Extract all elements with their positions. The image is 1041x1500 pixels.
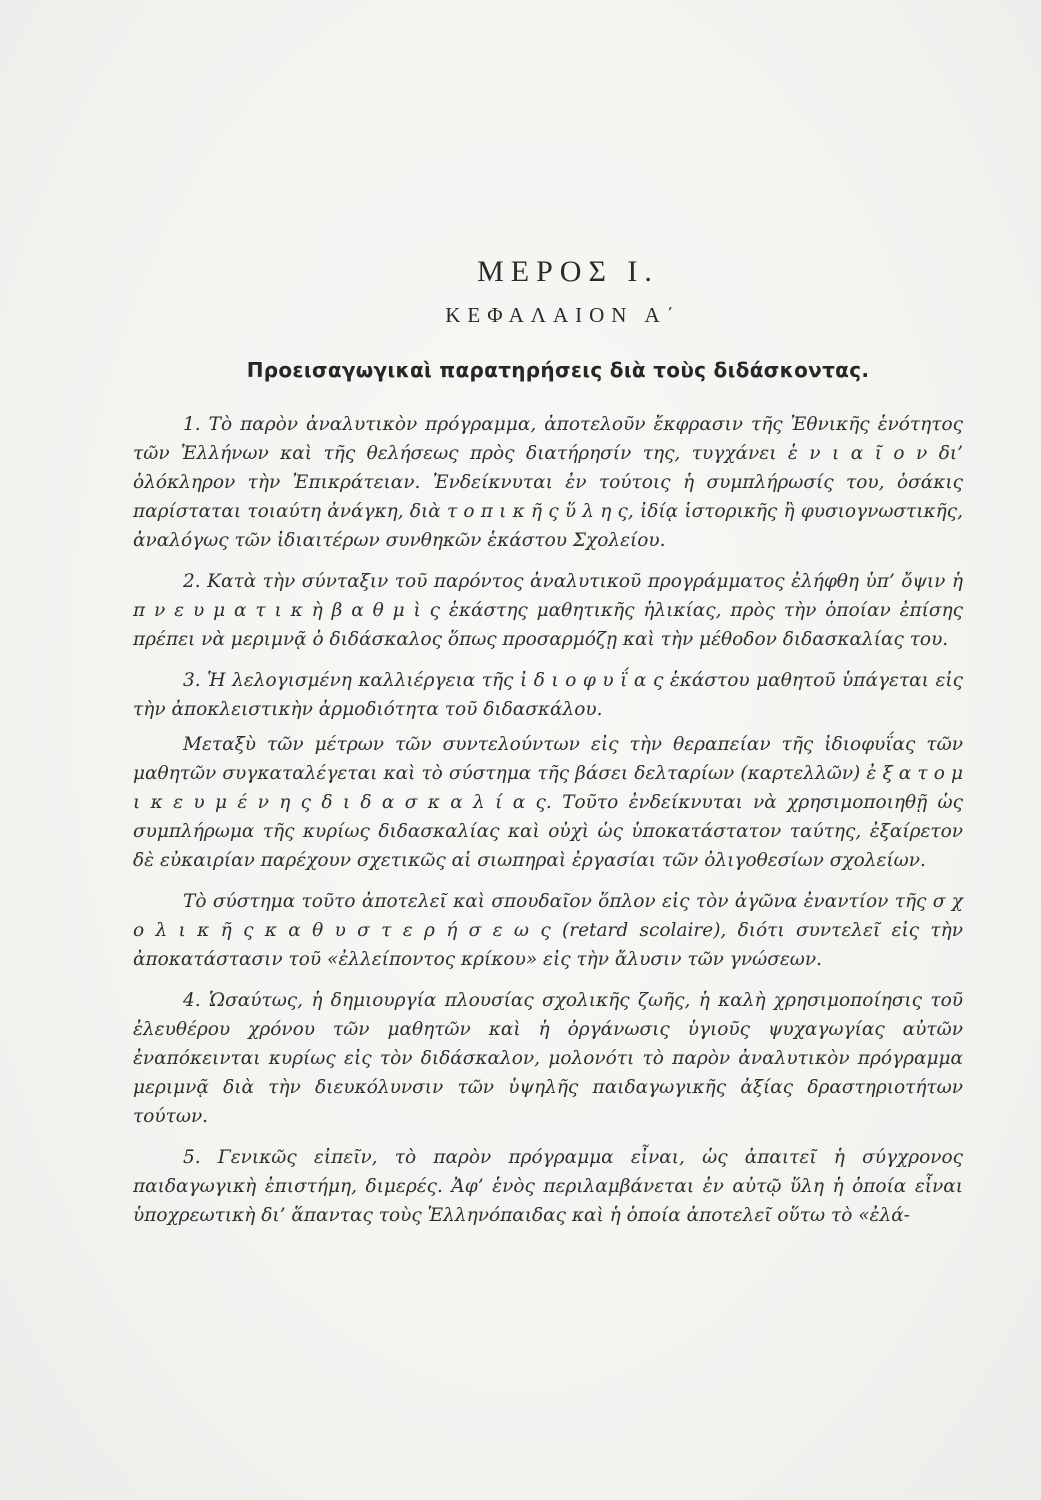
chapter-title: ΚΕΦΑΛΑΙΟΝ Α΄ (445, 303, 681, 327)
paragraph-3-system: Τὸ σύστημα τοῦτο ἀποτελεῖ καὶ σπουδαῖον ὅπλον εἰς τὸν ἀγῶνα ἐναντίον τῆς σ χ ο λ ι κ ῆ ς κ α θ υ σ τ ε ρ ή σ ε ω ς (retard scolaire), διότι συντελεῖ εἰς τὴν ἀποκατάστασιν τοῦ «ἐλλείποντος κρίκου» εἰς τὴν ἄλυσιν τῶν γνώσεων. (133, 891, 963, 970)
paragraph-3: 3. Ἡ λελογισμένη καλλιέργεια τῆς ἰ δ ι ο φ υ ΐ α ς ἑκάστου μαθητοῦ ὑπάγεται εἰς τὴν ἀποκλειστικὴν ἁρμοδιότητα τοῦ διδασκάλου. (133, 670, 963, 720)
paragraph-1: 1. Τὸ παρὸν ἀναλυτικὸν πρόγραμμα, ἀποτελοῦν ἔκφρασιν τῆς Ἐθνικῆς ἑνότητος τῶν Ἑλλήνων καὶ τῆς θελήσεως πρὸς διατήρησίν της, τυγχάνει ἑ ν ι α ῖ ο ν δι’ ὁλόκληρον τὴν Ἐπικράτειαν. Ἐνδείκνυται ἐν τούτοις ἡ συμπλήρωσίς του, ὁσάκις παρίσταται τοιαύτη ἀνάγκη, διὰ τ ο π ι κ ῆ ς ὕ λ η ς, ἰδίᾳ ἱστορικῆς ἢ φυσιογνωστικῆς, ἀναλόγως τῶν ἰδιαιτέρων συνθηκῶν ἑκάστου Σχολείου. (133, 414, 963, 551)
paragraph-2: 2. Κατὰ τὴν σύνταξιν τοῦ παρόντος ἀναλυτικοῦ προγράμματος ἐλήφθη ὑπ’ ὄψιν ἡ π ν ε υ μ α τ ι κ ὴ β α θ μ ὶ ς ἑκάστης μαθητικῆς ἡλικίας, πρὸς τὴν ὁποίαν ἐπίσης πρέπει νὰ μεριμνᾷ ὁ διδάσκαλος ὅπως προσαρμόζῃ καὶ τὴν μέθοδον διδασκαλίας του. (133, 571, 963, 650)
page-content (133, 255, 963, 1242)
paragraph-3-continued: Μεταξὺ τῶν μέτρων τῶν συντελούντων εἰς τὴν θεραπείαν τῆς ἰδιοφυΐας τῶν μαθητῶν συγκαταλέγεται καὶ τὸ σύστημα τῆς βάσει δελταρίων (καρτελλῶν) ἐ ξ α τ ο μ ι κ ε υ μ έ ν η ς δ ι δ α σ κ α λ ί α ς. Τοῦτο ἐνδείκνυται νὰ χρησιμοποιηθῇ ὡς συμπλήρωμα τῆς κυρίως διδασκαλίας καὶ οὐχὶ ὡς ὑποκατάστατον ταύτης, ἐξαίρετον δὲ εὐκαιρίαν παρέχουν σχετικῶς αἱ σιωπηραὶ ἐργασίαι τῶν ὀλιγοθεσίων σχολείων. (133, 734, 963, 871)
paragraph-5: 5. Γενικῶς εἰπεῖν, τὸ παρὸν πρόγραμμα εἶναι, ὡς ἀπαιτεῖ ἡ σύγχρονος παιδαγωγικὴ ἐπιστήμη, διμερές. Ἀφ’ ἑνὸς περιλαμβάνεται ἐν αὐτῷ ὕλη ἡ ὁποία εἶναι ὑποχρεωτικὴ δι’ ἅπαντας τοὺς Ἑλληνόπαιδας καὶ ἡ ὁποία ἀποτελεῖ οὕτω τὸ «ἐλά- (133, 1147, 963, 1226)
paragraph-4: 4. Ὡσαύτως, ἡ δημιουργία πλουσίας σχολικῆς ζωῆς, ἡ καλὴ χρησιμοποίησις τοῦ ἐλευθέρου χρόνου τῶν μαθητῶν καὶ ἡ ὀργάνωσις ὑγιοῦς ψυχαγωγίας αὐτῶν ἐναπόκεινται κυρίως εἰς τὸν διδάσκαλον, μολονότι τὸ παρὸν ἀναλυτικὸν πρόγραμμα μεριμνᾷ διὰ τὴν διευκόλυνσιν τῶν ὑψηλῆς παιδαγωγικῆς ἀξίας δραστηριοτήτων τούτων. (133, 990, 963, 1127)
section-title: Προεισαγωγικαὶ παρατηρήσεις διὰ τοὺς διδάσκοντας. (246, 358, 870, 382)
part-title: ΜΕΡΟΣ Ι. (477, 255, 659, 288)
